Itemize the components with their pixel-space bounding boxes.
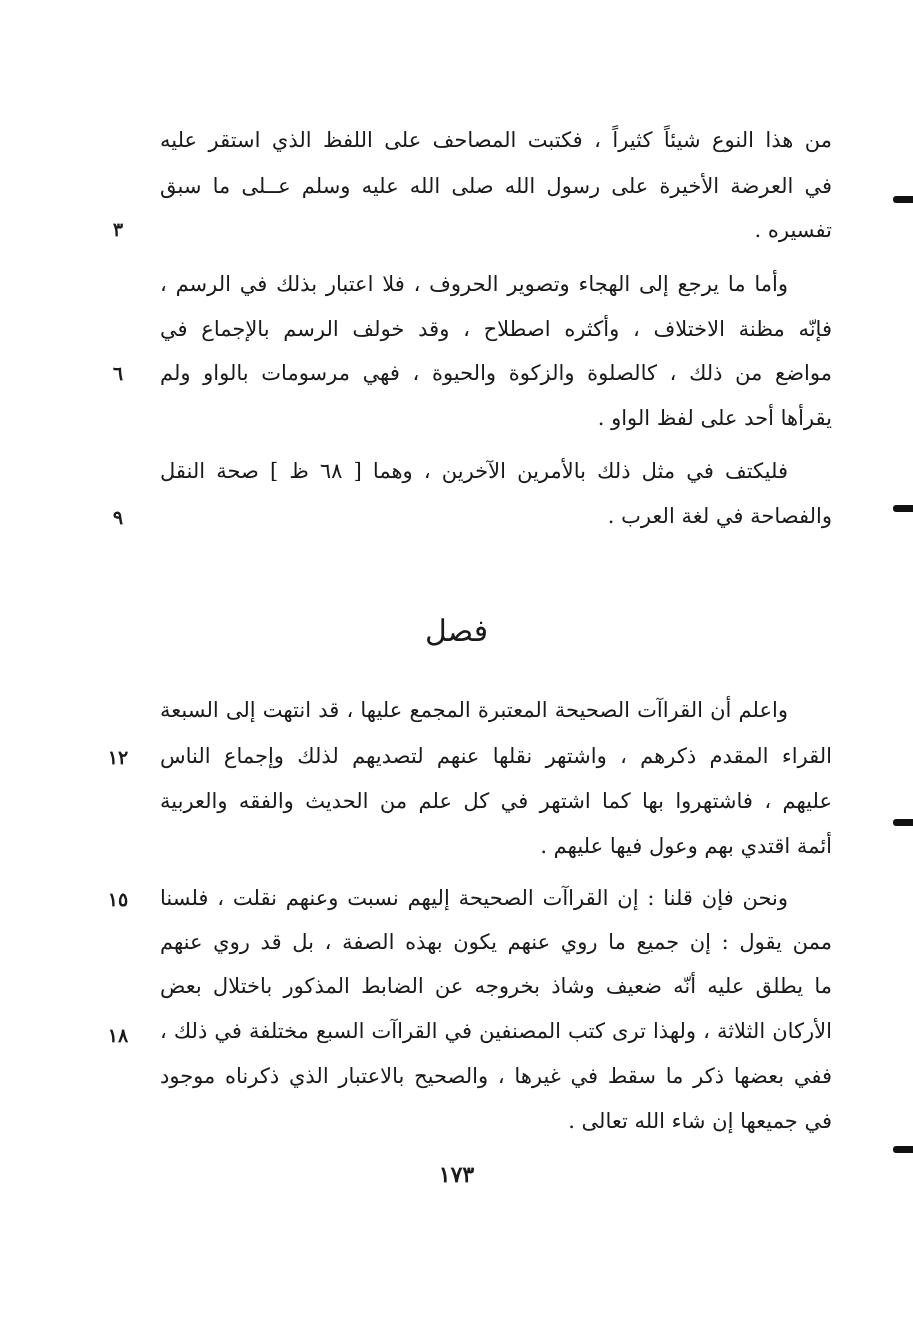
edge-mark bbox=[893, 196, 913, 203]
text-line: القراء المقدم ذكرهم ، واشتهر نقلها عنهم لتصديهم لذلك وإجماع الناس bbox=[160, 744, 832, 768]
text-line: ونحن فإن قلنا : إن القراآت الصحيحة إليهم نسبت وعنهم نقلت ، فلسنا bbox=[160, 886, 788, 910]
line-number-marker: ١٨ bbox=[107, 1025, 129, 1047]
edge-mark bbox=[893, 819, 913, 826]
text-line: من هذا النوع شيئاً كثيراً ، فكتبت المصاحف على اللفظ الذي استقر عليه bbox=[160, 128, 832, 152]
text-line: فليكتف في مثل ذلك بالأمرين الآخرين ، وهما [ ٦٨ ظ ] صحة النقل bbox=[160, 459, 788, 483]
text-line: فإنّه مظنة الاختلاف ، وأكثره اصطلاح ، وقد خولف الرسم بالإجماع في bbox=[160, 317, 832, 341]
edge-mark bbox=[893, 505, 913, 512]
line-number-marker: ١٢ bbox=[107, 747, 129, 769]
text-line: وأما ما يرجع إلى الهجاء وتصوير الحروف ، فلا اعتبار بذلك في الرسم ، bbox=[160, 272, 788, 296]
text-line: ممن يقول : إن جميع ما روي عنهم يكون بهذه الصفة ، بل قد روي عنهم bbox=[160, 930, 832, 954]
text-line: عليهم ، فاشتهروا بها كما اشتهر في كل علم من الحديث والفقه والعربية bbox=[160, 789, 832, 813]
text-line: تفسيره . bbox=[754, 218, 832, 242]
page-number: ١٧٣ bbox=[438, 1162, 475, 1188]
text-line: مواضع من ذلك ، كالصلوة والزكوة والحيوة ، فهي مرسومات بالواو ولم bbox=[160, 361, 832, 385]
line-number-marker: ٣ bbox=[112, 219, 124, 241]
line-number-marker: ١٥ bbox=[107, 889, 129, 911]
text-line: الأركان الثلاثة ، ولهذا ترى كتب المصنفين في القراآت السبع مختلفة في ذلك ، bbox=[160, 1019, 832, 1043]
text-line: يقرأها أحد على لفظ الواو . bbox=[597, 406, 832, 430]
text-line: في العرضة الأخيرة على رسول الله صلى الله عليه وسلم عــلى ما سبق bbox=[160, 174, 832, 198]
text-line: ما يطلق عليه أنّه ضعيف وشاذ بخروجه عن الضابط المذكور باختلال بعض bbox=[160, 974, 832, 998]
text-line: واعلم أن القراآت الصحيحة المعتبرة المجمع عليها ، قد انتهت إلى السبعة bbox=[160, 698, 788, 722]
text-line: ففي بعضها ذكر ما سقط في غيرها ، والصحيح بالاعتبار الذي ذكرناه موجود bbox=[160, 1064, 832, 1088]
section-heading: فصل bbox=[424, 614, 489, 649]
edge-mark bbox=[893, 1146, 913, 1153]
text-line: في جميعها إن شاء الله تعالى . bbox=[568, 1109, 832, 1133]
line-number-marker: ٩ bbox=[112, 507, 124, 529]
text-line: أئمة اقتدي بهم وعول فيها عليهم . bbox=[540, 834, 832, 858]
line-number-marker: ٦ bbox=[112, 363, 124, 385]
text-line: والفصاحة في لغة العرب . bbox=[607, 504, 832, 528]
